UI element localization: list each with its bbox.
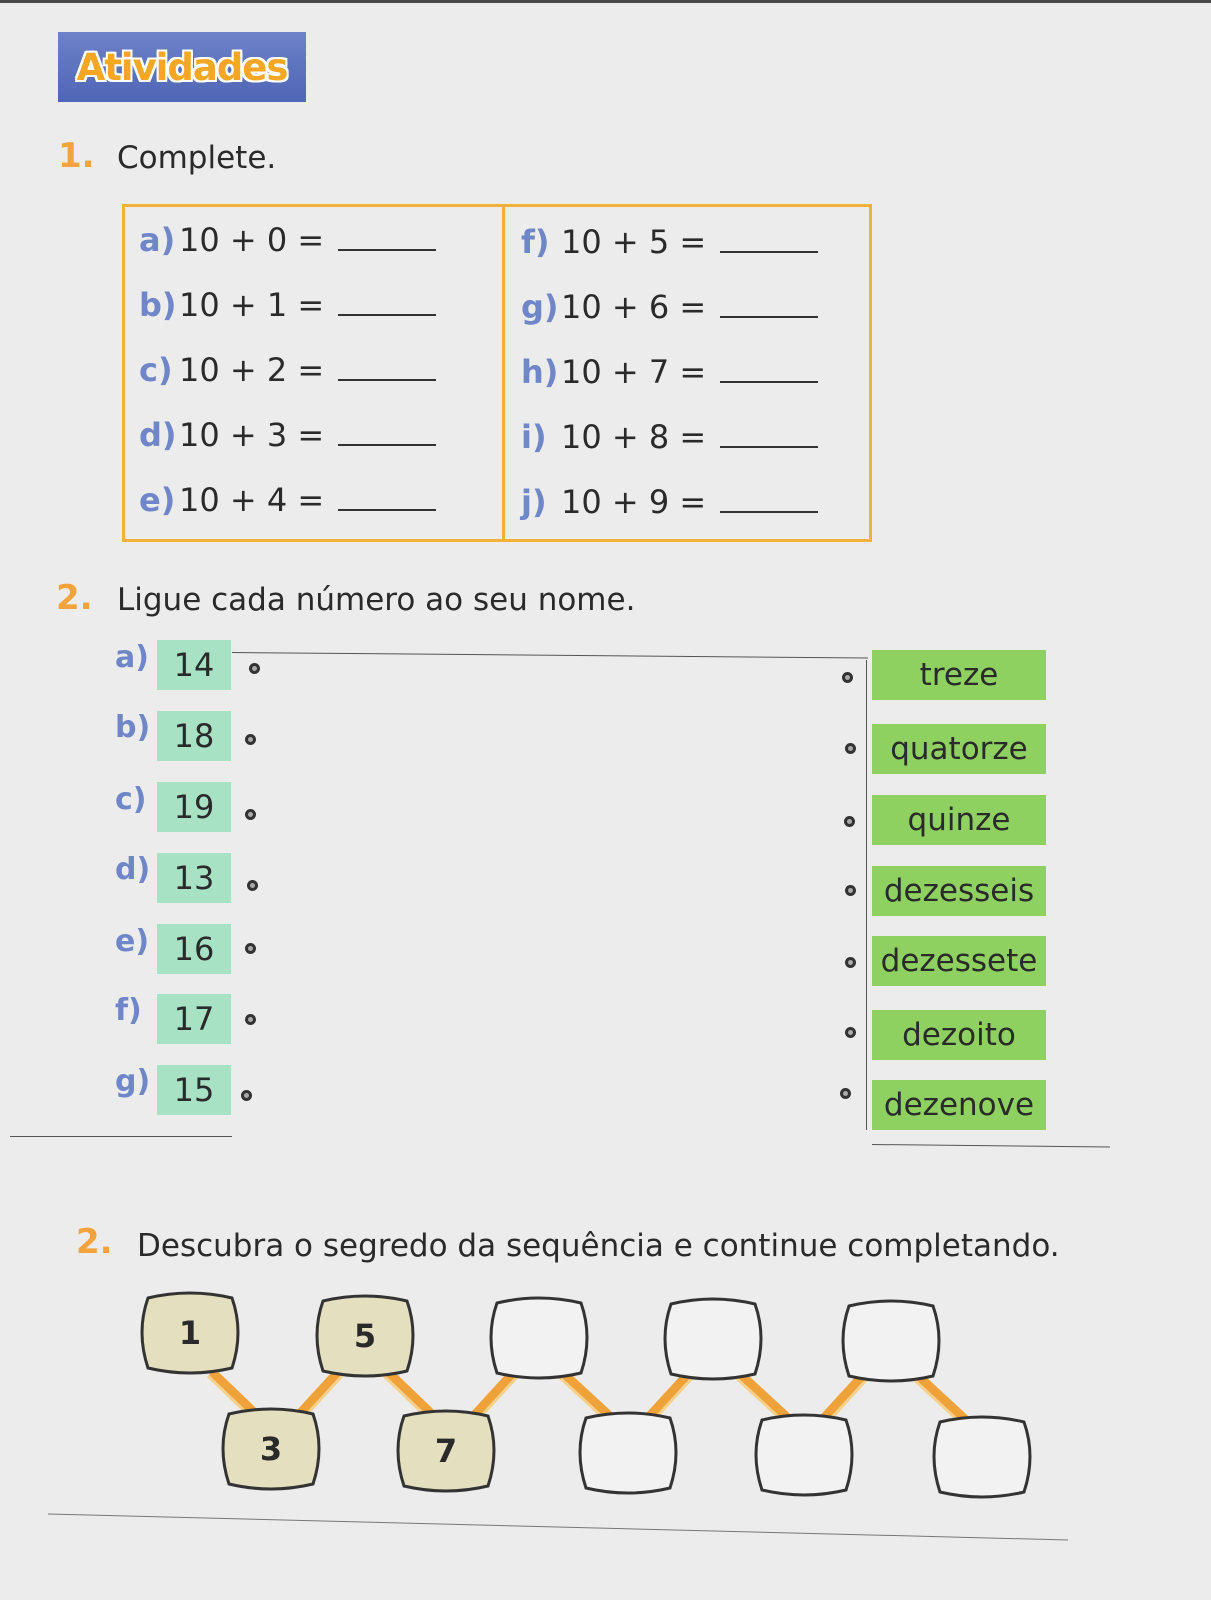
equation-letter: h): [521, 353, 559, 391]
ribbon: [738, 1372, 790, 1420]
match-letter-c: c): [115, 782, 147, 817]
equation-letter: d): [139, 416, 177, 454]
equation-expression: 10 + 0 =: [179, 221, 325, 259]
tile-value-bottom-1: 3: [259, 1430, 283, 1468]
sequence-tile-bottom-5: [934, 1417, 1030, 1497]
ribbon: [646, 1372, 690, 1420]
match-letter-e: e): [115, 924, 150, 959]
ribbon: [562, 1372, 614, 1420]
name-box-dezesseis[interactable]: dezesseis: [872, 866, 1046, 916]
equation-expression: 10 + 1 =: [179, 286, 325, 324]
name-box-dezoito[interactable]: dezoito: [872, 1010, 1046, 1060]
equation-letter: c): [139, 351, 173, 389]
name-box-dezenove[interactable]: dezenove: [872, 1080, 1046, 1130]
q2-instruction: Ligue cada número ao seu nome.: [117, 582, 636, 618]
name-box-quinze[interactable]: quinze: [872, 795, 1046, 845]
match-letter-g: g): [115, 1064, 151, 1099]
equation-expression: 10 + 4 =: [179, 481, 325, 519]
match-letter-d: d): [115, 852, 151, 887]
equation-letter: b): [139, 286, 177, 324]
number-box-13[interactable]: 13: [157, 853, 231, 903]
tile-value-top-2: 5: [353, 1317, 377, 1355]
equation-expression: 10 + 3 =: [179, 416, 325, 454]
tile-value-top-1: 1: [178, 1314, 202, 1352]
number-box-19[interactable]: 19: [157, 782, 231, 832]
tile-value-bottom-2: 7: [434, 1432, 458, 1470]
equation-expression: 10 + 6 =: [561, 288, 707, 326]
match-letter-a: a): [115, 640, 149, 675]
equation-letter: e): [139, 481, 176, 519]
equation-expression: 10 + 7 =: [561, 353, 707, 391]
equation-expression: 10 + 5 =: [561, 223, 707, 261]
equation-letter: a): [139, 221, 176, 259]
sequence-tile-top-3: [491, 1298, 587, 1378]
name-box-quatorze[interactable]: quatorze: [872, 724, 1046, 774]
match-letter-f: f): [115, 993, 142, 1028]
sequence-tile-top-4: [665, 1299, 761, 1379]
number-box-17[interactable]: 17: [157, 994, 231, 1044]
equation-letter: i): [521, 418, 547, 456]
sequence-tile-bottom-3: [580, 1413, 676, 1493]
equation-expression: 10 + 9 =: [561, 483, 707, 521]
equation-expression: 10 + 8 =: [561, 418, 707, 456]
number-box-16[interactable]: 16: [157, 924, 231, 974]
number-box-15[interactable]: 15: [157, 1065, 231, 1115]
match-letter-b: b): [115, 710, 151, 745]
number-box-18[interactable]: 18: [157, 711, 231, 761]
number-box-14[interactable]: 14: [157, 640, 231, 690]
q3-instruction: Descubra o segredo da sequência e continue completando.: [137, 1228, 1060, 1264]
equation-letter: f): [521, 223, 550, 261]
q1-instruction: Complete.: [117, 140, 277, 176]
name-box-dezessete[interactable]: dezessete: [872, 936, 1046, 986]
name-box-treze[interactable]: treze: [872, 650, 1046, 700]
equation-letter: j): [521, 483, 547, 521]
banner-title: Atividades: [76, 45, 288, 89]
pencil-line-footer: [48, 1514, 1068, 1540]
q3-number: 2.: [76, 1222, 113, 1262]
sequence-tile-bottom-4: [756, 1415, 852, 1495]
equation-letter: g): [521, 288, 559, 326]
q1-number: 1.: [58, 136, 95, 176]
sequence-tile-top-5: [843, 1301, 939, 1381]
q2-number: 2.: [56, 578, 93, 618]
equation-expression: 10 + 2 =: [179, 351, 325, 389]
